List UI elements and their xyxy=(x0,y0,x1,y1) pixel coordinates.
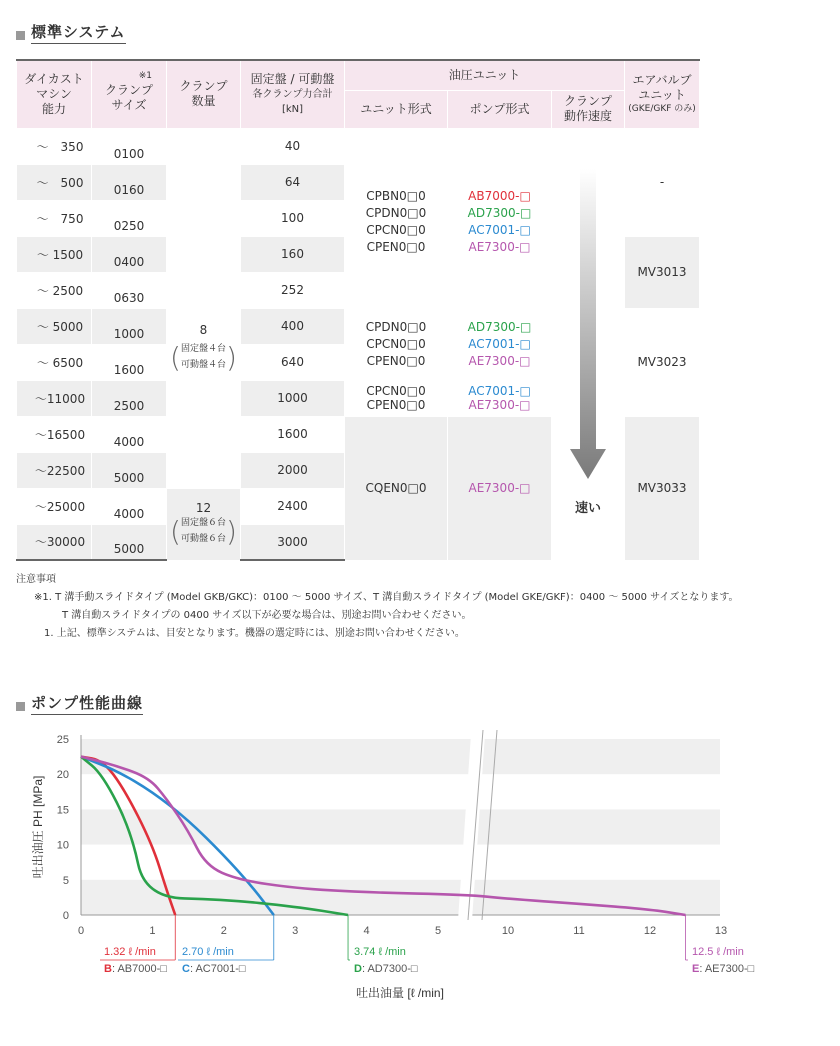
series-model: : AE7300-□ xyxy=(699,963,755,975)
cell-size: 4000 xyxy=(92,488,167,524)
cell-capacity: ～ 500 xyxy=(17,164,92,200)
cell-size: 0100 xyxy=(92,128,167,164)
section-title-pump-curve xyxy=(16,691,143,715)
cell-force: 400 xyxy=(241,308,345,344)
x-axis-label: 吐出油量 [ℓ /min] xyxy=(356,986,444,1000)
cell-capacity: ～ 350 xyxy=(17,128,92,164)
note-1b: T 溝自動スライドタイプの 0400 サイズ以下が必要な場合は、別途お問い合わせください。 xyxy=(62,610,472,621)
cell-capacity: ～30000 xyxy=(17,524,92,560)
cell-force: 160 xyxy=(241,236,345,272)
cell-capacity: ～22500 xyxy=(17,452,92,488)
y-tick-label: 5 xyxy=(62,874,69,887)
cell-capacity: ～11000 xyxy=(17,380,92,416)
cell-capacity: ～ 6500 xyxy=(17,344,92,380)
cell-unit-group-1: CPBN0□0 CPDN0□0 CPCN0□0 CPEN0□0 xyxy=(345,128,448,308)
note-2: 1. 上記、標準システムは、目安となります。機器の選定時には、別途お問い合わせください。 xyxy=(44,628,465,639)
pump-performance-chart xyxy=(0,720,840,1040)
x-tick-label: 0 xyxy=(77,925,85,937)
section-title-text: ポンプ性能曲線 xyxy=(31,692,143,715)
x-tick-label: 13 xyxy=(714,925,728,937)
cell-size: 2500 xyxy=(92,380,167,416)
x-tick-label: 4 xyxy=(363,925,370,937)
cell-size: 4000 xyxy=(92,416,167,452)
y-tick-label: 10 xyxy=(56,839,69,852)
cell-capacity: ～16500 xyxy=(17,416,92,452)
series-letter: D xyxy=(354,963,362,975)
x-tick-label: 10 xyxy=(501,925,515,937)
cell-qty-group-1: 8 ( 固定盤４台 可動盤４台 ) xyxy=(167,128,241,488)
cell-air-valve-4: MV3033 xyxy=(625,416,700,560)
series-model: : AB7000-□ xyxy=(111,963,167,975)
series-flow-label: 3.74 ℓ /min xyxy=(354,946,406,958)
cell-pump-group-3: AC7001-□ AE7300-□ xyxy=(448,380,552,416)
cell-size: 0160 xyxy=(92,164,167,200)
series-flow-label: 2.70 ℓ /min xyxy=(182,946,234,958)
series-letter: B xyxy=(104,963,112,975)
x-tick-label: 12 xyxy=(643,925,657,937)
cell-force: 2000 xyxy=(241,452,345,488)
cell-pump-group-1: AB7000-□ AD7300-□ AC7001-□ AE7300-□ xyxy=(448,128,552,308)
cell-force: 3000 xyxy=(241,524,345,560)
cell-force: 1600 xyxy=(241,416,345,452)
cell-capacity: ～ 1500 xyxy=(17,236,92,272)
cell-size: 5000 xyxy=(92,452,167,488)
series-model-label xyxy=(104,963,167,975)
cell-unit-group-2: CPDN0□0 CPCN0□0 CPEN0□0 xyxy=(345,308,448,380)
series-model: : AD7300-□ xyxy=(361,963,418,975)
cell-qty-group-2: 12 ( 固定盤６台 可動盤６台 ) xyxy=(167,488,241,560)
cell-air-valve-3: MV3023 xyxy=(625,308,700,416)
cell-unit-group-4: CQEN0□0 xyxy=(345,416,448,560)
cell-size: 0250 xyxy=(92,200,167,236)
cell-size: 5000 xyxy=(92,524,167,560)
x-tick-label: 2 xyxy=(220,925,227,937)
grid-band xyxy=(81,739,720,774)
square-bullet-icon xyxy=(16,702,25,711)
notes-block xyxy=(16,571,739,643)
section-title-standard-system xyxy=(16,20,126,44)
standard-system-table xyxy=(16,59,700,561)
cell-air-valve-1: - xyxy=(625,128,700,236)
cell-unit-group-3: CPCN0□0 CPEN0□0 xyxy=(345,380,448,416)
speed-arrow-icon xyxy=(558,169,618,489)
notes-title: 注意事項 xyxy=(16,574,56,585)
y-tick-label: 0 xyxy=(62,910,69,922)
note-1a: ※1. T 溝手動スライドタイプ (Model GKB/GKC)：0100 ～ 5000 サイズ、T 溝自動スライドタイプ (Model GKE/GKF)：0400 ～ 5000 サイズとなります。 xyxy=(34,592,739,603)
header-clamp-qty: クランプ 数量 xyxy=(167,60,241,128)
cell-air-valve-2: MV3013 xyxy=(625,236,700,308)
cell-force: 252 xyxy=(241,272,345,308)
grid-bands xyxy=(81,739,720,915)
x-tick-label: 5 xyxy=(434,925,442,937)
cell-force: 40 xyxy=(241,128,345,164)
series-flow-label: 1.32 ℓ /min xyxy=(104,946,156,958)
y-tick-label: 25 xyxy=(56,734,69,746)
header-total-force: 固定盤 / 可動盤 各クランプ力合計 [kN] xyxy=(241,60,345,128)
section-title-text: 標準システム xyxy=(31,21,126,44)
cell-capacity: ～ 5000 xyxy=(17,308,92,344)
x-tick-label: 1 xyxy=(149,925,156,937)
cell-size: 0630 xyxy=(92,272,167,308)
header-pump-type: ポンプ形式 xyxy=(448,90,552,128)
series-letter: E xyxy=(692,963,700,975)
cell-capacity: ～ 2500 xyxy=(17,272,92,308)
header-clamp-size: ※1 クランプ サイズ xyxy=(92,60,167,128)
header-unit-type: ユニット形式 xyxy=(345,90,448,128)
y-axis-label: 吐出油圧 PH [MPa] xyxy=(31,775,45,879)
cell-force: 64 xyxy=(241,164,345,200)
header-die-cast: ダイカスト マシン 能力 xyxy=(17,60,92,128)
cell-force: 100 xyxy=(241,200,345,236)
cell-pump-group-2: AD7300-□ AC7001-□ AE7300-□ xyxy=(448,308,552,380)
header-clamp-speed: クランプ 動作速度 xyxy=(552,90,625,128)
y-tick-label: 15 xyxy=(56,804,69,817)
cell-size: 0400 xyxy=(92,236,167,272)
x-tick-label: 3 xyxy=(292,925,299,937)
header-air-valve: エアバルブ ユニット (GKE/GKF のみ) xyxy=(625,60,700,128)
series-model-label xyxy=(692,963,755,975)
series-model-label xyxy=(182,963,246,975)
series-flow-label: 12.5 ℓ /min xyxy=(692,946,744,958)
header-hydraulic-unit: 油圧ユニット xyxy=(345,60,625,90)
y-tick-label: 20 xyxy=(56,769,69,782)
cell-force: 1000 xyxy=(241,380,345,416)
series-letter: C xyxy=(182,963,190,975)
cell-force: 640 xyxy=(241,344,345,380)
x-tick-label: 11 xyxy=(573,925,585,937)
cell-capacity: ～ 750 xyxy=(17,200,92,236)
speed-label: 速い xyxy=(575,500,602,516)
series-model-label xyxy=(354,963,418,975)
cell-clamp-speed xyxy=(552,128,625,560)
cell-pump-group-4: AE7300-□ xyxy=(448,416,552,560)
series-model: : AC7001-□ xyxy=(189,963,246,975)
cell-force: 2400 xyxy=(241,488,345,524)
square-bullet-icon xyxy=(16,31,25,40)
cell-capacity: ～25000 xyxy=(17,488,92,524)
cell-size: 1000 xyxy=(92,308,167,344)
cell-size: 1600 xyxy=(92,344,167,380)
